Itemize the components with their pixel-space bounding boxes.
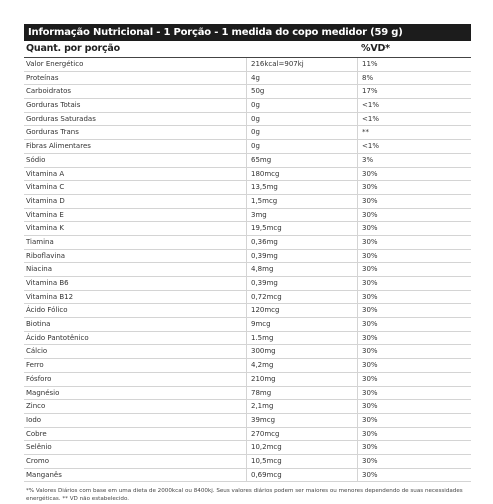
nutrient-name: Gorduras Totais bbox=[26, 101, 81, 110]
nutrient-name: Cálcio bbox=[26, 347, 48, 356]
nutrient-daily-value: 30% bbox=[362, 279, 378, 287]
nutrient-amount: 4g bbox=[251, 73, 260, 82]
nutrient-name: Manganês bbox=[26, 470, 62, 479]
table-row bbox=[24, 291, 471, 305]
nutrient-name: Carboidratos bbox=[26, 87, 72, 96]
nutrient-daily-value: 30% bbox=[362, 196, 378, 205]
nutrient-daily-value: 30% bbox=[362, 388, 378, 397]
table-row bbox=[24, 222, 471, 236]
nutrient-name: Fibras Alimentares bbox=[26, 142, 91, 151]
nutrient-daily-value: 30% bbox=[362, 169, 378, 178]
nutrient-daily-value: 30% bbox=[362, 443, 378, 452]
nutrient-name: Vitamina C bbox=[26, 183, 65, 192]
nutrient-amount: 270mcg bbox=[251, 429, 280, 438]
nutrient-amount: 0g bbox=[251, 128, 260, 137]
nutrient-daily-value: 30% bbox=[362, 251, 378, 260]
nutrient-amount: 0g bbox=[251, 101, 260, 110]
nutrient-amount: 3mg bbox=[251, 210, 267, 219]
nutrient-name: Ácido Pantotênico bbox=[26, 333, 89, 342]
nutrient-name: Cromo bbox=[26, 456, 49, 465]
table-row bbox=[24, 140, 471, 154]
nutrient-daily-value: 30% bbox=[362, 361, 378, 370]
nutrient-name: Vitamina D bbox=[26, 196, 65, 205]
nutrient-name: Proteínas bbox=[26, 73, 59, 82]
nutrient-amount: 78mg bbox=[251, 388, 272, 397]
nutrient-daily-value: 30% bbox=[362, 333, 378, 342]
nutrient-amount: 180mcg bbox=[251, 169, 280, 178]
nutrient-name: Vitamina K bbox=[26, 224, 64, 233]
nutrient-daily-value: 11% bbox=[362, 60, 378, 68]
nutrient-name: Biotina bbox=[26, 320, 51, 329]
table-row bbox=[24, 332, 471, 346]
nutrient-name: Vitamina E bbox=[26, 210, 64, 219]
nutrient-daily-value: <1% bbox=[362, 114, 379, 123]
nutrient-amount: 0g bbox=[251, 114, 260, 123]
header-quantity-per-serving: Quant. por porção bbox=[26, 43, 120, 54]
table-row bbox=[24, 58, 471, 72]
table-row bbox=[24, 345, 471, 359]
nutrient-name: Riboflavina bbox=[26, 251, 66, 260]
table-row bbox=[24, 250, 471, 264]
table-row bbox=[24, 414, 471, 428]
nutrient-daily-value: 30% bbox=[362, 429, 378, 438]
nutrient-daily-value: 30% bbox=[362, 210, 378, 219]
table-row bbox=[24, 126, 471, 140]
nutrient-amount: 0,72mcg bbox=[251, 292, 282, 301]
nutrient-amount: 19,5mcg bbox=[251, 224, 282, 233]
table-row bbox=[24, 373, 471, 387]
table-row bbox=[24, 304, 471, 318]
header-daily-value: %VD* bbox=[361, 43, 390, 54]
nutrient-daily-value: 30% bbox=[362, 224, 378, 233]
nutrient-amount: 4,8mg bbox=[251, 265, 274, 274]
table-row bbox=[24, 263, 471, 277]
table-row bbox=[24, 359, 471, 373]
nutrient-name: Valor Energético bbox=[26, 60, 84, 68]
nutrient-amount: 65mg bbox=[251, 155, 272, 164]
nutrient-name: Vitamina A bbox=[26, 169, 65, 178]
nutrition-facts-table bbox=[24, 24, 471, 504]
nutrient-name: Vitamina B12 bbox=[26, 292, 74, 301]
nutrient-amount: 4,2mg bbox=[251, 361, 274, 370]
nutrient-name: Tiamina bbox=[26, 237, 54, 246]
nutrient-daily-value: <1% bbox=[362, 142, 379, 151]
nutrient-daily-value: 30% bbox=[362, 470, 378, 479]
nutrient-amount: 216kcal=907kj bbox=[251, 60, 304, 68]
nutrient-daily-value: 30% bbox=[362, 374, 378, 383]
table-row bbox=[24, 441, 471, 455]
table-row bbox=[24, 72, 471, 86]
nutrient-amount: 2,1mg bbox=[251, 402, 274, 411]
table-row bbox=[24, 455, 471, 469]
table-row bbox=[24, 236, 471, 250]
nutrient-daily-value: 30% bbox=[362, 402, 378, 411]
table-row bbox=[24, 277, 471, 291]
nutrient-daily-value: 30% bbox=[362, 183, 378, 192]
nutrient-rows bbox=[24, 58, 471, 482]
nutrient-amount: 13,5mg bbox=[251, 183, 278, 192]
table-row bbox=[24, 209, 471, 223]
table-row bbox=[24, 400, 471, 414]
nutrient-daily-value: 30% bbox=[362, 265, 378, 274]
nutrient-name: Gorduras Saturadas bbox=[26, 114, 96, 123]
nutrient-name: Fósforo bbox=[26, 374, 52, 383]
table-row bbox=[24, 387, 471, 401]
nutrient-amount: 300mg bbox=[251, 347, 276, 356]
table-row bbox=[24, 99, 471, 113]
nutrient-daily-value: <1% bbox=[362, 101, 379, 110]
nutrient-amount: 1.5mg bbox=[251, 333, 274, 342]
nutrient-amount: 0g bbox=[251, 142, 260, 151]
nutrient-amount: 9mcg bbox=[251, 320, 271, 329]
table-row bbox=[24, 181, 471, 195]
nutrient-name: Gorduras Trans bbox=[26, 128, 79, 137]
table-title: Informação Nutricional - 1 Porção - 1 medida do copo medidor (59 g) bbox=[24, 24, 471, 41]
footnote: *% Valores Diários com base em uma dieta de 2000kcal ou 8400kj. Seus valores diários podem ser maiores ou menores dependendo de suas necessidades energéticas. ** VD não estabelecido. bbox=[26, 488, 463, 502]
nutrient-name: Ácido Fólico bbox=[26, 306, 68, 315]
table-row bbox=[24, 85, 471, 99]
nutrient-daily-value: 3% bbox=[362, 155, 374, 164]
nutrient-daily-value: 30% bbox=[362, 306, 378, 315]
nutrient-amount: 0,69mcg bbox=[251, 470, 282, 479]
nutrient-name: Cobre bbox=[26, 429, 47, 438]
nutrient-amount: 0,39mg bbox=[251, 251, 278, 260]
nutrient-amount: 0,39mg bbox=[251, 279, 278, 287]
table-row bbox=[24, 113, 471, 127]
nutrient-amount: 10,2mcg bbox=[251, 443, 282, 452]
nutrient-name: Selênio bbox=[26, 443, 52, 452]
nutrient-amount: 50g bbox=[251, 87, 265, 96]
table-row bbox=[24, 318, 471, 332]
nutrient-daily-value: 30% bbox=[362, 415, 378, 424]
table-row bbox=[24, 195, 471, 209]
nutrient-amount: 39mcg bbox=[251, 415, 276, 424]
nutrient-daily-value: ** bbox=[362, 128, 369, 137]
nutrient-name: Sódio bbox=[26, 155, 46, 164]
nutrient-name: Magnésio bbox=[26, 388, 60, 397]
nutrient-name: Iodo bbox=[26, 415, 42, 424]
nutrient-name: Vitamina B6 bbox=[26, 279, 69, 287]
table-row bbox=[24, 168, 471, 182]
nutrient-amount: 1,5mcg bbox=[251, 196, 278, 205]
nutrient-amount: 120mcg bbox=[251, 306, 280, 315]
table-row bbox=[24, 469, 471, 483]
nutrient-amount: 210mg bbox=[251, 374, 276, 383]
nutrient-name: Niacina bbox=[26, 265, 52, 274]
nutrient-daily-value: 17% bbox=[362, 87, 378, 96]
nutrient-daily-value: 30% bbox=[362, 347, 378, 356]
nutrient-daily-value: 30% bbox=[362, 456, 378, 465]
table-row bbox=[24, 154, 471, 168]
nutrient-name: Zinco bbox=[26, 402, 46, 411]
nutrient-name: Ferro bbox=[26, 361, 44, 370]
nutrient-daily-value: 30% bbox=[362, 292, 378, 301]
nutrient-daily-value: 30% bbox=[362, 237, 378, 246]
nutrient-daily-value: 30% bbox=[362, 320, 378, 329]
table-row bbox=[24, 428, 471, 442]
nutrient-amount: 0,36mg bbox=[251, 237, 278, 246]
nutrient-amount: 10,5mcg bbox=[251, 456, 282, 465]
nutrient-daily-value: 8% bbox=[362, 73, 374, 82]
table-header bbox=[24, 41, 471, 58]
